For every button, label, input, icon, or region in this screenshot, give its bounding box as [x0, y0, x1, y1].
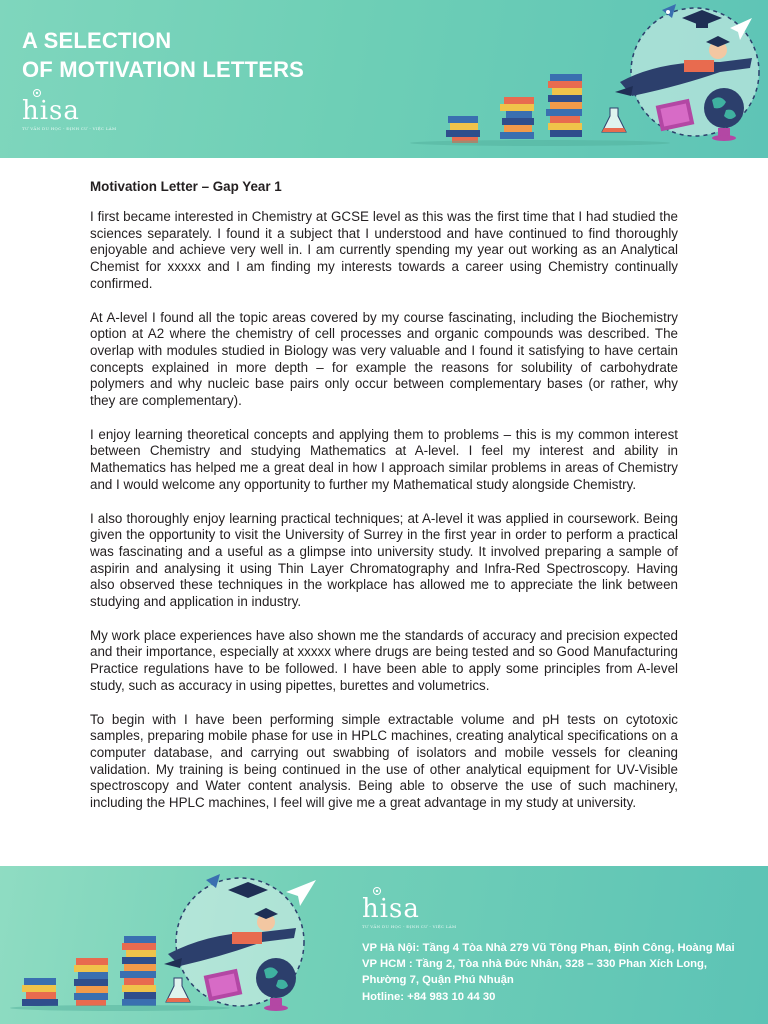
- header-banner: [0, 0, 768, 158]
- globe-icon: [256, 958, 296, 1011]
- logo-text: hisa: [22, 96, 80, 126]
- footer-logo-text: hisa: [362, 894, 420, 924]
- book-stack-icon: [500, 97, 534, 139]
- book-stack-icon: [546, 74, 582, 137]
- book-stack-icon: [74, 958, 108, 1006]
- letter-content: [90, 178, 678, 829]
- paper-plane-icon: [286, 880, 316, 906]
- logo-mark-icon: [370, 886, 384, 896]
- letter-paragraph: At A-level I found all the topic areas covered by my course fascinating, including the Biochemistry option at A2 where the chemistry of cell processes and organic compounds was described. The overlap with modules studied in Biology was very valuable and I found it satisfying to have certain concepts explained in more depth – for example the reasons for solubility of carbohydrate polymers and why nucleic base pairs only occur between complementary bases (or rather, why they are complementary).: [90, 309, 678, 409]
- contact-hcm: VP HCM : Tầng 2, Tòa nhà Đức Nhân, 328 – 330 Phan Xích Long,: [362, 958, 708, 971]
- header-title-line1: A SELECTION: [22, 28, 172, 53]
- footer-logo-tagline: TƯ VẤN DU HỌC - ĐỊNH CƯ - VIỆC LÀM: [362, 924, 457, 929]
- footer-illustration: [0, 866, 350, 1024]
- hisa-logo: [22, 98, 116, 131]
- letter-paragraph: To begin with I have been performing simple extractable volume and pH tests on cytotoxic samples, preparing mobile phase for use in HPLC machines, creating analytical specifications on a computer database, and carrying out swabbing of isolators and mobile vessels for cleaning validation. My training is being continued in the use of other analytical equipment for UV-Visible spectroscopy and Water content analysis. Being able to observe the use of such machinery, including the HPLC machines, I feel will give me a great advantage in my study at university.: [90, 711, 678, 811]
- letter-paragraph: I also thoroughly enjoy learning practical techniques; at A-level it was applied in coursework. Being given the opportunity to visit the University of Surrey in the first year in order to perform a practical was fascinating and a useful as a glimpse into university study. It involved preparing a sample of aspirin and analysing it using Thin Layer Chromatography and Infra-Red Spectroscopy. Having also observed these techniques in the workplace has allowed me to appreciate the link between studying and application in industry.: [90, 510, 678, 610]
- header-title: [22, 26, 304, 84]
- hisa-logo-footer: [362, 896, 456, 929]
- letter-paragraph: I first became interested in Chemistry at GCSE level as this was the first time that I had studied the sciences separately. I found it a subject that I understood and have continued to find thoroughly enjoyable and achieve very well in. I am currently spending my year out working as an Analytical Chemist for xxxxx and I am finding my interests towards a career using Chemistry continually confirmed.: [90, 209, 678, 291]
- logo-tagline: TƯ VẤN DU HỌC - ĐỊNH CƯ - VIỆC LÀM: [22, 126, 117, 131]
- contact-hotline[interactable]: Hotline: +84 983 10 44 30: [362, 990, 496, 1003]
- book-stack-icon: [22, 978, 58, 1006]
- contact-info: [362, 940, 762, 1005]
- letter-paragraph: I enjoy learning theoretical concepts and applying them to problems – this is my common interest between Chemistry and studying Mathematics at A-level. I feel my interest and ability in Mathematics has helped me a great deal in how I approach similar problems in areas of Chemistry and I would welcome any opportunity to further my Mathematical study alongside Chemistry.: [90, 426, 678, 492]
- header-illustration: [400, 0, 768, 158]
- header-title-line2: OF MOTIVATION LETTERS: [22, 57, 305, 82]
- contact-hcm-district: Phường 7, Quận Phú Nhuận: [362, 974, 514, 987]
- logo-mark-icon: [30, 88, 44, 98]
- contact-hanoi: VP Hà Nội: Tầng 4 Tòa Nhà 279 Vũ Tông Phan, Định Công, Hoàng Mai: [362, 942, 735, 954]
- letter-paragraph: My work place experiences have also shown me the standards of accuracy and precision expected and their importance, especially at xxxxx where drugs are being tested and so Good Manufacturing Practice regulations have to be followed. I have been able to apply some principles from A-level study, such as accuracy in using pipettes, burettes and volumetrics.: [90, 627, 678, 693]
- book-stack-icon: [120, 936, 156, 1006]
- letter-title: Motivation Letter – Gap Year 1: [90, 179, 282, 194]
- book-stack-icon: [446, 116, 480, 143]
